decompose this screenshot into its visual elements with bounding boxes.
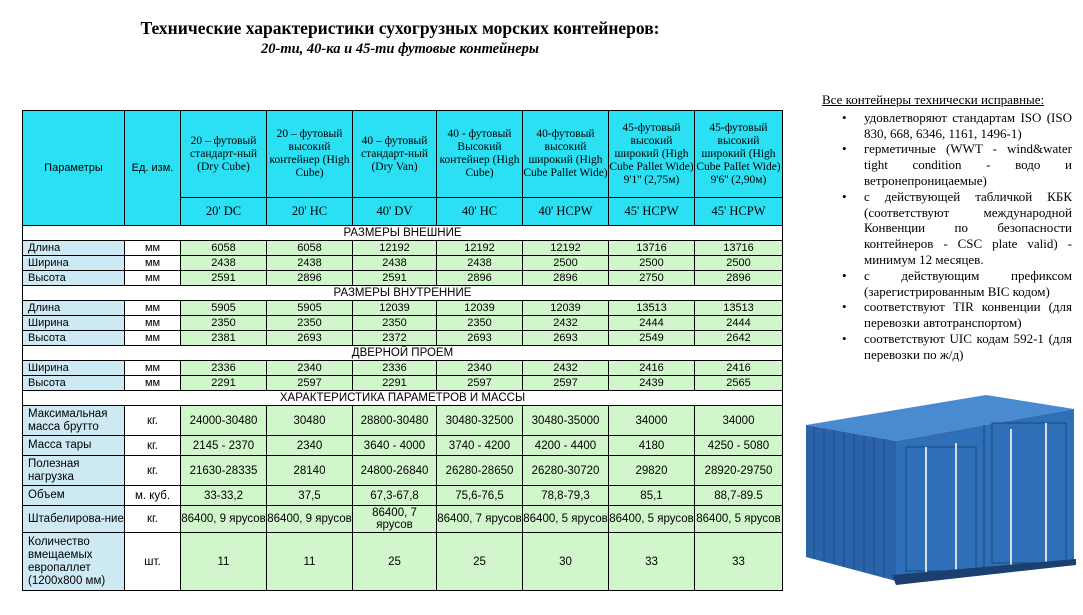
value-cell: 24800-26840 xyxy=(353,456,437,486)
value-cell: 2591 xyxy=(353,271,437,286)
column-code: 45' HCPW xyxy=(609,198,695,226)
value-cell: 4250 - 5080 xyxy=(695,436,783,456)
value-cell: 25 xyxy=(437,533,523,591)
value-cell: 2565 xyxy=(695,376,783,391)
row-label: Объем xyxy=(23,486,125,506)
bullet-icon: • xyxy=(842,299,847,315)
value-cell: 33 xyxy=(695,533,783,591)
value-cell: 5905 xyxy=(181,301,267,316)
column-header: 45-футовый высокий широкий (High Cube Pallet Wide) 9'1'' (2,75м) xyxy=(609,111,695,198)
value-cell: 78,8-79,3 xyxy=(523,486,609,506)
value-cell: 2381 xyxy=(181,331,267,346)
row-label: Полезная нагрузка xyxy=(23,456,125,486)
value-cell: 28800-30480 xyxy=(353,406,437,436)
value-cell: 37,5 xyxy=(267,486,353,506)
bullet-icon: • xyxy=(842,330,847,346)
value-cell: 28920-29750 xyxy=(695,456,783,486)
notes-item xyxy=(822,299,1072,331)
row-unit: кг. xyxy=(125,436,181,456)
header-row xyxy=(23,111,783,198)
notes-item xyxy=(822,110,1072,142)
column-header: 40 – футовый стандарт-ный (Dry Van) xyxy=(353,111,437,198)
column-header: 20 – футовый стандарт-ный (Dry Cube) xyxy=(181,111,267,198)
value-cell: 21630-28335 xyxy=(181,456,267,486)
row-unit: мм xyxy=(125,376,181,391)
table-row xyxy=(23,316,783,331)
shipping-container-illustration xyxy=(806,395,1076,585)
value-cell: 2591 xyxy=(181,271,267,286)
value-cell: 2145 - 2370 xyxy=(181,436,267,456)
row-unit: шт. xyxy=(125,533,181,591)
value-cell: 3740 - 4200 xyxy=(437,436,523,456)
value-cell: 2597 xyxy=(267,376,353,391)
value-cell: 2438 xyxy=(437,256,523,271)
column-code: 40' HCPW xyxy=(523,198,609,226)
value-cell: 85,1 xyxy=(609,486,695,506)
value-cell: 30480-32500 xyxy=(437,406,523,436)
container-side xyxy=(806,425,896,581)
value-cell: 2350 xyxy=(437,316,523,331)
table-row xyxy=(23,486,783,506)
column-header: 40 - футовый Высокий контейнер (High Cube) xyxy=(437,111,523,198)
column-code: 45' HCPW xyxy=(695,198,783,226)
header-parameters: Параметры xyxy=(23,111,125,226)
value-cell: 13716 xyxy=(609,241,695,256)
value-cell: 5905 xyxy=(267,301,353,316)
page-subtitle: 20-ти, 40-ка и 45-ти футовые контейнеры xyxy=(261,41,539,57)
notes-item-text: соответствуют TIR конвенции (для перевозки автотранспортом) xyxy=(864,299,1072,331)
value-cell: 33 xyxy=(609,533,695,591)
value-cell: 2340 xyxy=(267,436,353,456)
value-cell: 86400, 9 ярусов xyxy=(267,506,353,533)
value-cell: 2350 xyxy=(267,316,353,331)
value-cell: 2340 xyxy=(437,361,523,376)
value-cell: 29820 xyxy=(609,456,695,486)
value-cell: 2372 xyxy=(353,331,437,346)
page-title: Технические характеристики сухогрузных морских контейнеров: xyxy=(140,18,660,38)
row-label: Количество вмещаемых европаллет (1200x800 мм) xyxy=(23,533,125,591)
value-cell: 2439 xyxy=(609,376,695,391)
value-cell: 2896 xyxy=(695,271,783,286)
section-title: РАЗМЕРЫ ВНЕШНИЕ xyxy=(23,226,783,241)
table-row xyxy=(23,456,783,486)
value-cell: 2500 xyxy=(695,256,783,271)
value-cell: 12192 xyxy=(437,241,523,256)
table-row xyxy=(23,406,783,436)
value-cell: 6058 xyxy=(181,241,267,256)
value-cell: 12192 xyxy=(523,241,609,256)
value-cell: 2549 xyxy=(609,331,695,346)
table-row xyxy=(23,256,783,271)
column-header: 40-футовый высокий широкий (High Cube Pallet Wide) xyxy=(523,111,609,198)
row-unit: м. куб. xyxy=(125,486,181,506)
column-code: 20' HC xyxy=(267,198,353,226)
table-row xyxy=(23,533,783,591)
value-cell: 2438 xyxy=(353,256,437,271)
notes-panel xyxy=(822,92,1072,363)
row-label: Максимальная масса брутто xyxy=(23,406,125,436)
value-cell: 2896 xyxy=(267,271,353,286)
value-cell: 34000 xyxy=(609,406,695,436)
column-header: 20 – футовый высокий контейнер (High Cube) xyxy=(267,111,353,198)
notes-item-text: соответствуют UIC кодам 592-1 (для перевозки по ж/д) xyxy=(864,330,1072,362)
section-title: ДВЕРНОЙ ПРОЕМ xyxy=(23,346,783,361)
table-row xyxy=(23,331,783,346)
value-cell: 2597 xyxy=(437,376,523,391)
notes-item-text: удовлетворяют стандартам ISO (ISO 830, 668, 6346, 1161, 1496-1) xyxy=(864,109,1072,141)
section-title: РАЗМЕРЫ ВНУТРЕННИЕ xyxy=(23,286,783,301)
section-row xyxy=(23,391,783,406)
notes-item-text: с действующим префиксом (зарегистрированным BIC кодом) xyxy=(864,267,1072,299)
value-cell: 12039 xyxy=(353,301,437,316)
notes-item-text: герметичные (WWT - wind&water tight condition - водо и ветронепроницаемые) xyxy=(864,141,1072,188)
notes-item xyxy=(822,189,1072,268)
value-cell: 88,7-89.5 xyxy=(695,486,783,506)
row-label: Ширина xyxy=(23,256,125,271)
column-code: 40' HC xyxy=(437,198,523,226)
value-cell: 86400, 9 ярусов xyxy=(181,506,267,533)
value-cell: 34000 xyxy=(695,406,783,436)
value-cell: 2500 xyxy=(609,256,695,271)
value-cell: 2597 xyxy=(523,376,609,391)
table-row xyxy=(23,436,783,456)
value-cell: 2416 xyxy=(695,361,783,376)
notes-item xyxy=(822,331,1072,363)
value-cell: 86400, 5 ярусов xyxy=(609,506,695,533)
header-units: Ед. изм. xyxy=(125,111,181,226)
value-cell: 2291 xyxy=(353,376,437,391)
value-cell: 30 xyxy=(523,533,609,591)
value-cell: 2416 xyxy=(609,361,695,376)
value-cell: 2336 xyxy=(353,361,437,376)
value-cell: 12192 xyxy=(353,241,437,256)
value-cell: 2750 xyxy=(609,271,695,286)
bullet-icon: • xyxy=(842,188,847,204)
value-cell: 26280-28650 xyxy=(437,456,523,486)
value-cell: 2896 xyxy=(523,271,609,286)
notes-item-text: с действующей табличкой КБК (соответствуют международной Конвенции по безопасности контейнеров - CSC plate valid) - минимум 12 месяцев. xyxy=(864,188,1072,267)
table-row xyxy=(23,506,783,533)
row-label: Длина xyxy=(23,241,125,256)
value-cell: 33-33,2 xyxy=(181,486,267,506)
column-header: 45-футовый высокий широкий (High Cube Pallet Wide) 9'6'' (2,90м) xyxy=(695,111,783,198)
value-cell: 4200 - 4400 xyxy=(523,436,609,456)
value-cell: 3640 - 4000 xyxy=(353,436,437,456)
table-row xyxy=(23,271,783,286)
notes-item xyxy=(822,141,1072,188)
value-cell: 86400, 7 ярусов xyxy=(353,506,437,533)
value-cell: 2693 xyxy=(437,331,523,346)
value-cell: 12039 xyxy=(523,301,609,316)
value-cell: 30480-35000 xyxy=(523,406,609,436)
value-cell: 13513 xyxy=(695,301,783,316)
column-code: 20' DC xyxy=(181,198,267,226)
value-cell: 28140 xyxy=(267,456,353,486)
value-cell: 2438 xyxy=(267,256,353,271)
row-unit: мм xyxy=(125,271,181,286)
row-unit: мм xyxy=(125,316,181,331)
value-cell: 2438 xyxy=(181,256,267,271)
value-cell: 2693 xyxy=(267,331,353,346)
value-cell: 13513 xyxy=(609,301,695,316)
value-cell: 86400, 5 ярусов xyxy=(523,506,609,533)
table-row xyxy=(23,301,783,316)
notes-heading: Все контейнеры технически исправные: xyxy=(822,92,1045,107)
row-label: Ширина xyxy=(23,361,125,376)
value-cell: 30480 xyxy=(267,406,353,436)
row-label: Высота xyxy=(23,376,125,391)
value-cell: 86400, 5 ярусов xyxy=(695,506,783,533)
section-row xyxy=(23,286,783,301)
bullet-icon: • xyxy=(842,267,847,283)
row-unit: кг. xyxy=(125,506,181,533)
value-cell: 2350 xyxy=(181,316,267,331)
value-cell: 26280-30720 xyxy=(523,456,609,486)
row-label: Высота xyxy=(23,331,125,346)
value-cell: 86400, 7 ярусов xyxy=(437,506,523,533)
table-row xyxy=(23,241,783,256)
row-label: Высота xyxy=(23,271,125,286)
value-cell: 2693 xyxy=(523,331,609,346)
value-cell: 67,3-67,8 xyxy=(353,486,437,506)
row-unit: кг. xyxy=(125,406,181,436)
value-cell: 2432 xyxy=(523,361,609,376)
bullet-icon: • xyxy=(842,141,847,157)
row-unit: мм xyxy=(125,331,181,346)
row-unit: мм xyxy=(125,256,181,271)
value-cell: 2336 xyxy=(181,361,267,376)
value-cell: 24000-30480 xyxy=(181,406,267,436)
value-cell: 2432 xyxy=(523,316,609,331)
row-label: Масса тары xyxy=(23,436,125,456)
value-cell: 2896 xyxy=(437,271,523,286)
row-label: Длина xyxy=(23,301,125,316)
value-cell: 6058 xyxy=(267,241,353,256)
value-cell: 2642 xyxy=(695,331,783,346)
spec-table xyxy=(22,110,783,591)
row-unit: мм xyxy=(125,301,181,316)
value-cell: 2291 xyxy=(181,376,267,391)
row-label: Ширина xyxy=(23,316,125,331)
notes-list xyxy=(822,110,1072,363)
value-cell: 2350 xyxy=(353,316,437,331)
notes-item xyxy=(822,268,1072,300)
section-title: ХАРАКТЕРИСТИКА ПАРАМЕТРОВ И МАССЫ xyxy=(23,391,783,406)
value-cell: 25 xyxy=(353,533,437,591)
row-unit: мм xyxy=(125,241,181,256)
row-unit: кг. xyxy=(125,456,181,486)
row-label: Штабелирова-ние xyxy=(23,506,125,533)
section-row xyxy=(23,226,783,241)
value-cell: 2444 xyxy=(695,316,783,331)
section-row xyxy=(23,346,783,361)
value-cell: 13716 xyxy=(695,241,783,256)
value-cell: 2444 xyxy=(609,316,695,331)
table-row xyxy=(23,376,783,391)
value-cell: 2340 xyxy=(267,361,353,376)
value-cell: 11 xyxy=(267,533,353,591)
row-unit: мм xyxy=(125,361,181,376)
value-cell: 2500 xyxy=(523,256,609,271)
value-cell: 75,6-76,5 xyxy=(437,486,523,506)
value-cell: 12039 xyxy=(437,301,523,316)
value-cell: 4180 xyxy=(609,436,695,456)
column-code: 40' DV xyxy=(353,198,437,226)
table-row xyxy=(23,361,783,376)
value-cell: 11 xyxy=(181,533,267,591)
bullet-icon: • xyxy=(842,109,847,125)
